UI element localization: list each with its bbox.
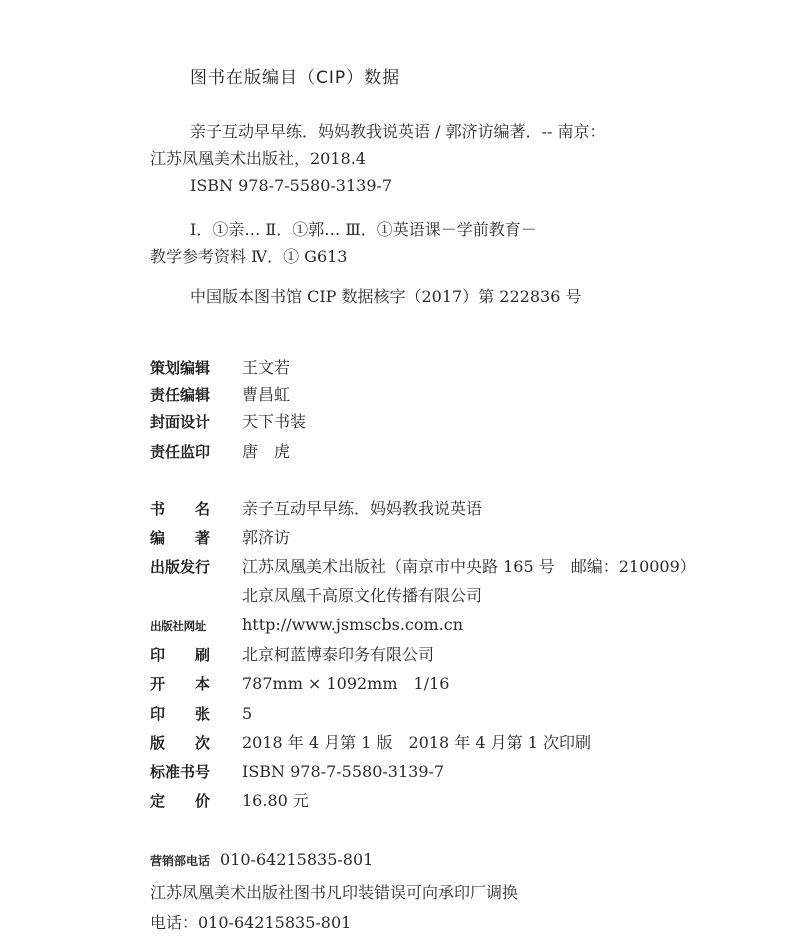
info-row-website <box>150 614 463 637</box>
info-value: 江苏凤凰美术出版社（南京市中央路 165 号 邮编：210009） <box>242 557 696 576</box>
info-value: 郭济访 <box>242 528 291 547</box>
credit-value: 王文若 <box>242 358 291 377</box>
info-label: 印张 <box>150 705 241 723</box>
info-label: 印刷 <box>150 646 241 664</box>
info-row-price <box>150 790 309 812</box>
info-label: 定价 <box>150 792 241 810</box>
info-row-sheets <box>150 703 252 725</box>
info-label: 书名 <box>150 500 241 518</box>
credit-label: 责任编辑 <box>150 386 211 404</box>
contact-phone: 电话：010-64215835-801 <box>150 913 352 932</box>
website-link[interactable]: http://www.jsmscbs.com.cn <box>242 615 464 634</box>
info-label: 标准书号 <box>150 763 211 781</box>
info-row-title <box>150 498 482 520</box>
info-value: 5 <box>242 704 253 723</box>
cip-heading: 图书在版编目（CIP）数据 <box>190 68 401 88</box>
info-value: 787mm × 1092mm 1/16 <box>242 674 450 693</box>
info-value: 2018 年 4 月第 1 版 2018 年 4 月第 1 次印刷 <box>242 733 592 752</box>
credit-value: 曹昌虹 <box>242 385 291 404</box>
info-row-isbn <box>150 761 444 783</box>
sales-phone-label: 营销部电话 <box>150 854 211 868</box>
info-label: 出版社网址 <box>150 619 206 633</box>
info-row-edition <box>150 732 591 754</box>
info-value: ISBN 978-7-5580-3139-7 <box>242 762 445 781</box>
cip-line-5: 教学参考资料 Ⅳ．① G613 <box>150 247 348 266</box>
cip-line-3: ISBN 978-7-5580-3139-7 <box>190 176 393 195</box>
info-label: 开本 <box>150 675 241 693</box>
sales-phone-value: 010-64215835-801 <box>220 850 374 869</box>
info-row-format <box>150 673 449 695</box>
cip-line-1: 亲子互动早早练．妈妈教我说英语 / 郭济访编著．-- 南京： <box>190 122 606 141</box>
info-row-printer <box>150 644 434 666</box>
printing-notice: 江苏凤凰美术出版社图书凡印装错误可向承印厂调换 <box>150 883 519 902</box>
info-value: 北京柯蓝博泰印务有限公司 <box>242 645 435 664</box>
info-label: 版次 <box>150 734 241 752</box>
info-value: 亲子互动早早练．妈妈教我说英语 <box>242 499 483 518</box>
info-row-publisher-2 <box>242 585 482 607</box>
credit-row <box>150 384 290 406</box>
credit-row <box>150 441 290 463</box>
sales-phone-line <box>150 850 373 869</box>
credit-value: 唐 虎 <box>242 442 291 461</box>
credit-row <box>150 411 306 433</box>
info-label: 编著 <box>150 529 241 547</box>
info-row-publisher <box>150 556 696 578</box>
credit-label: 封面设计 <box>150 413 211 431</box>
credit-label: 策划编辑 <box>150 359 211 377</box>
cip-line-2: 江苏凤凰美术出版社，2018.4 <box>150 149 366 168</box>
credit-value: 天下书装 <box>242 412 307 431</box>
info-value: 16.80 元 <box>242 791 309 810</box>
info-label: 出版发行 <box>150 558 211 576</box>
info-value: 北京凤凰千高原文化传播有限公司 <box>242 586 483 605</box>
cip-line-6: 中国版本图书馆 CIP 数据核字（2017）第 222836 号 <box>190 287 582 306</box>
credit-label: 责任监印 <box>150 443 211 461</box>
info-row-author <box>150 527 290 549</box>
credit-row <box>150 357 290 379</box>
cip-line-4: Ⅰ．①亲… Ⅱ．①郭… Ⅲ．①英语课－学前教育－ <box>190 220 537 239</box>
